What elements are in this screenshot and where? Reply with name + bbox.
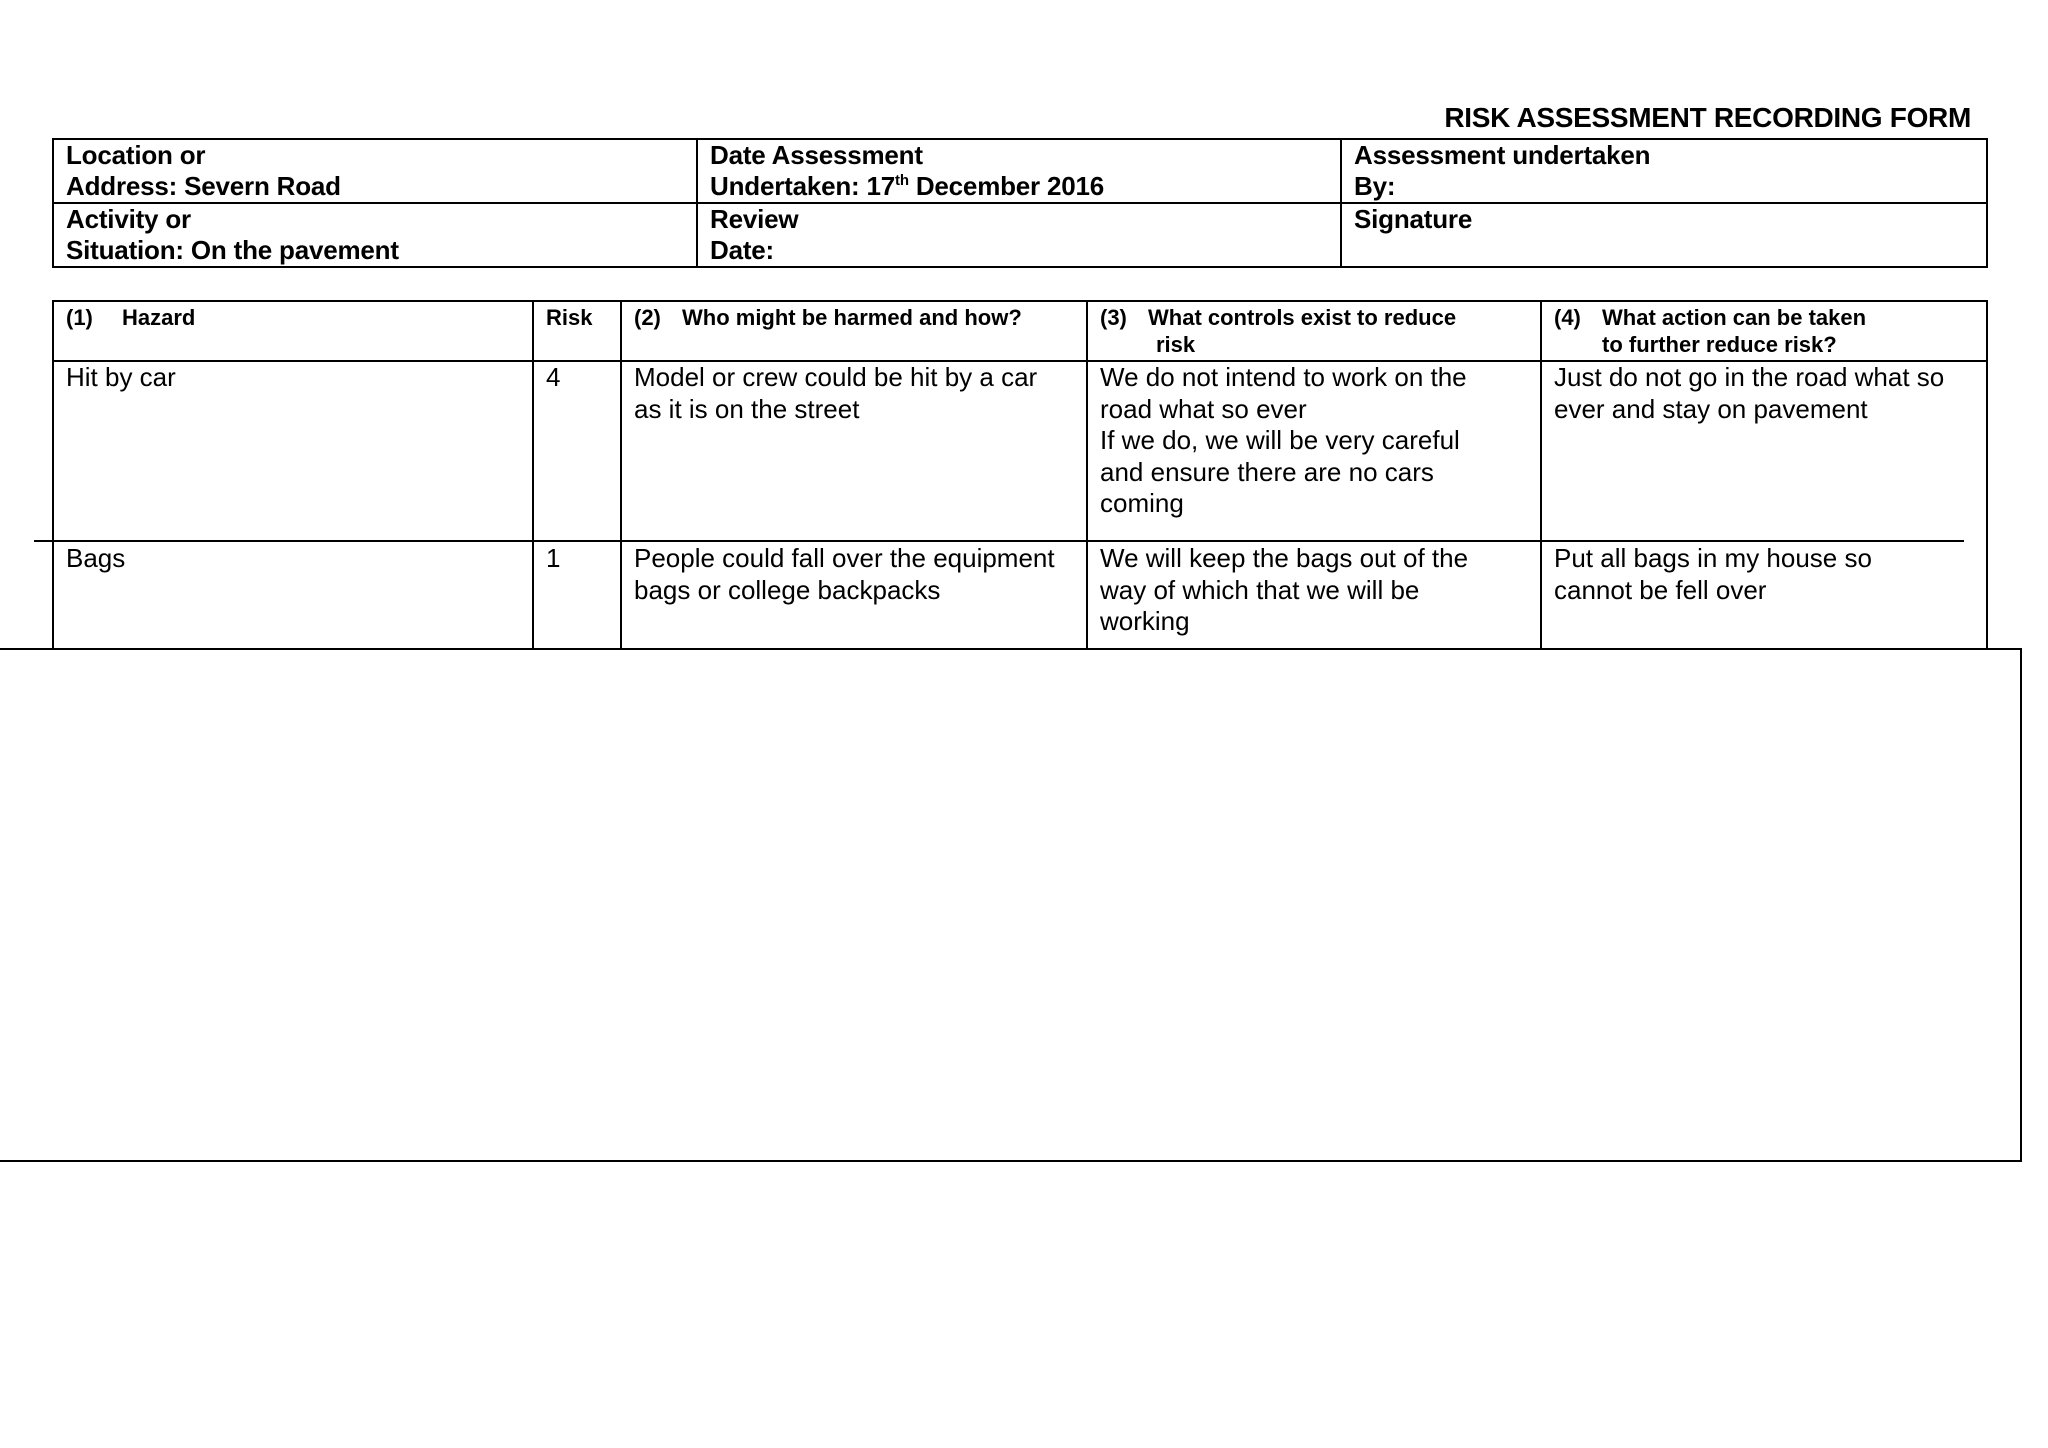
blank-continuation-box [0,648,2022,1162]
hazard-cell: Hit by car [53,361,533,543]
header-hazard-num: (1) [66,305,93,330]
header-action-num: (4) [1554,305,1581,330]
header-controls-label-2: risk [1156,332,1196,357]
date-suffix: December 2016 [908,171,1105,201]
hazard-cell: Bags [53,543,533,650]
harmed-text-line: bags or college backpacks [634,574,941,605]
controls-cell [1087,361,1541,543]
row-divider-line [34,540,1964,542]
header-harmed [621,301,1087,361]
date-cell [697,139,1341,203]
action-text-line: Put all bags in my house so [1554,543,1872,573]
controls-text-line: coming [1100,488,1184,518]
header-harmed-label: Who might be harmed and how? [682,305,1022,330]
harmed-cell [621,361,1087,543]
header-controls [1087,301,1541,361]
location-label: Location or [66,140,206,170]
controls-text-line: way of which that we will be [1100,574,1420,605]
assessor-label: Assessment undertaken [1354,140,1651,170]
header-controls-label-1: What controls exist to reduce [1148,305,1457,330]
harmed-text-line: People could fall over the equipment [634,543,1055,573]
signature-cell [1341,203,1987,267]
assessor-value: By: [1354,171,1396,201]
controls-text-line: We will keep the bags out of the [1100,543,1469,573]
activity-value: Situation: On the pavement [66,235,399,265]
header-controls-num: (3) [1100,305,1127,330]
controls-text-line: working [1100,606,1190,636]
controls-cell [1087,543,1541,650]
header-risk: Risk [533,301,621,361]
action-cell [1541,361,1987,543]
header-hazard [53,301,533,361]
header-harmed-num: (2) [634,305,661,330]
activity-cell [53,203,697,267]
review-label: Review [710,204,799,234]
risk-cell: 4 [533,361,621,543]
action-text-line: cannot be fell over [1554,574,1767,605]
harmed-text-line: Model or crew could be hit by a car [634,362,1038,392]
controls-text-line: If we do, we will be very careful [1100,425,1460,455]
table-row [53,361,1987,543]
controls-text-line: We do not intend to work on the [1100,362,1467,392]
hazard-table-header [53,301,1987,361]
action-text-line: ever and stay on pavement [1554,393,1868,424]
action-text-line: Just do not go in the road what so [1554,362,1945,392]
date-prefix: Undertaken: 17 [710,171,896,201]
header-action-label-2: to further reduce risk? [1602,332,1837,357]
info-row-1 [53,139,1987,203]
header-action-label-1: What action can be taken [1602,305,1867,330]
location-value: Address: Severn Road [66,171,341,201]
risk-cell: 1 [533,543,621,650]
signature-label: Signature [1354,204,1473,234]
location-cell [53,139,697,203]
assessment-info-table [52,138,1988,268]
form-title: RISK ASSESSMENT RECORDING FORM [1444,102,1971,133]
header-hazard-label: Hazard [122,305,196,330]
date-label: Date Assessment [710,140,923,170]
controls-text-line: and ensure there are no cars [1100,456,1434,487]
harmed-text-line: as it is on the street [634,393,860,424]
controls-text-line: road what so ever [1100,393,1307,424]
date-value [710,171,1328,202]
action-cell [1541,543,1987,650]
activity-label: Activity or [66,204,191,234]
hazard-table [52,300,1988,650]
review-cell [697,203,1341,267]
assessor-cell [1341,139,1987,203]
header-action [1541,301,1987,361]
harmed-cell [621,543,1087,650]
info-row-2 [53,203,1987,267]
table-row [53,543,1987,650]
date-ordinal: th [895,172,909,189]
review-date-label: Date: [710,235,775,265]
